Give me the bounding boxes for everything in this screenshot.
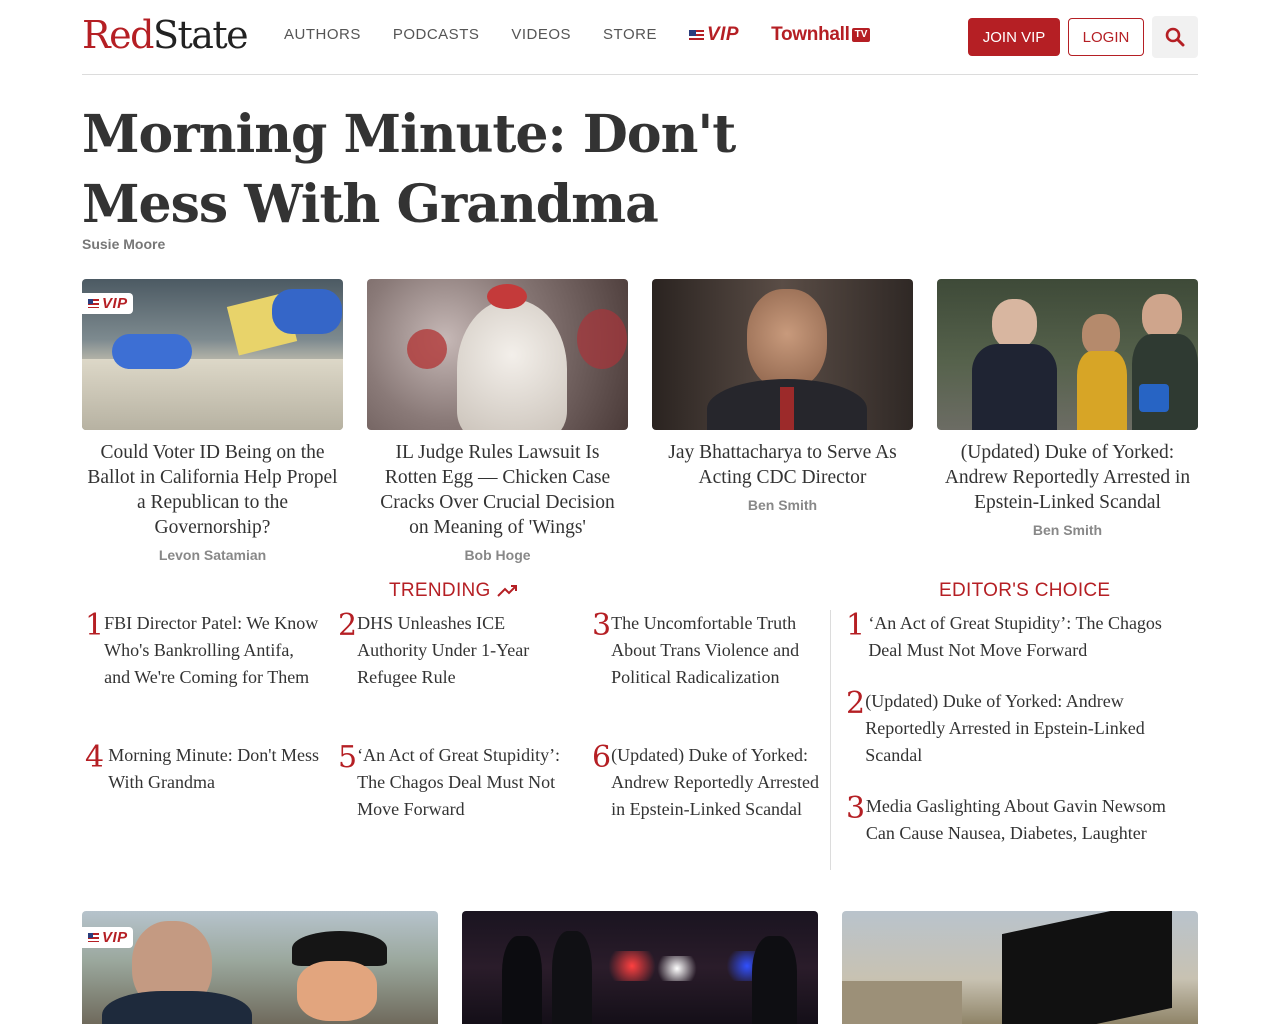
nav-podcasts[interactable]: PODCASTS: [392, 26, 480, 43]
search-icon: [1165, 27, 1185, 47]
story-image-bhattacharya[interactable]: [652, 279, 913, 430]
trending-rank: 4: [85, 740, 105, 775]
story-image-chickens[interactable]: [367, 279, 628, 430]
trending-rank: 2: [338, 608, 358, 643]
story-card[interactable]: [367, 279, 628, 563]
editors-choice-rank: 2: [846, 686, 866, 721]
us-flag-icon: [88, 933, 99, 942]
story-author[interactable]: Bob Hoge: [464, 547, 531, 563]
nav-vip[interactable]: [689, 24, 739, 46]
trending-title[interactable]: ‘An Act of Great Stupidity’: The Chagos Deal Must Not Move Forward: [357, 745, 561, 819]
editors-choice-item[interactable]: [843, 610, 1198, 664]
trending-title[interactable]: FBI Director Patel: We Know Who's Bankrolling Antifa, and We're Coming for Them: [104, 613, 319, 687]
trending-title[interactable]: Morning Minute: Don't Mess With Grandma: [108, 745, 319, 792]
editors-choice-rank: 3: [846, 791, 866, 826]
site-logo[interactable]: [82, 12, 247, 58]
trending-title[interactable]: The Uncomfortable Truth About Trans Violence and Political Radicalization: [611, 613, 800, 687]
editors-choice-heading: [939, 580, 1110, 602]
us-flag-icon: [689, 30, 704, 41]
story-image-duke[interactable]: [937, 279, 1198, 430]
vip-label: VIP: [706, 24, 740, 45]
trending-item[interactable]: [82, 742, 322, 796]
trending-rank: 1: [85, 608, 105, 643]
trending-title[interactable]: (Updated) Duke of Yorked: Andrew Reportedly Arrested in Epstein-Linked Scandal: [611, 745, 820, 819]
trending-rank: 5: [338, 740, 358, 775]
trending-item[interactable]: [335, 610, 575, 691]
nav-videos[interactable]: VIDEOS: [511, 26, 572, 43]
nav-store[interactable]: STORE: [603, 26, 657, 43]
trending-item[interactable]: [82, 610, 322, 691]
story-title[interactable]: (Updated) Duke of Yorked: Andrew Reportedly Arrested in Epstein-Linked Scandal: [944, 442, 1191, 513]
article-title: Morning Minute: Don't Mess With Grandma: [82, 104, 736, 235]
trending-rank: 6: [592, 740, 612, 775]
trending-title[interactable]: DHS Unleashes ICE Authority Under 1-Year Refugee Rule: [357, 613, 530, 687]
editors-choice-item[interactable]: [843, 688, 1198, 769]
vip-badge: VIP: [82, 293, 133, 314]
story-card[interactable]: [937, 279, 1198, 538]
us-flag-icon: [88, 299, 99, 308]
nav-townhall-tv[interactable]: [771, 24, 870, 46]
story-image-ballot[interactable]: [82, 279, 343, 430]
trending-item[interactable]: [589, 610, 821, 691]
site-header: [82, 0, 1198, 75]
editors-choice-title[interactable]: Media Gaslighting About Gavin Newsom Can Cause Nausea, Diabetes, Laughter: [865, 796, 1166, 843]
article-author[interactable]: Susie Moore: [82, 236, 166, 252]
story-image-newsom-trump[interactable]: [82, 911, 438, 1024]
editors-choice-item[interactable]: [843, 793, 1198, 847]
editors-choice-rank: 1: [846, 608, 866, 643]
logo-red-part: Red: [82, 13, 153, 57]
editors-choice-title[interactable]: ‘An Act of Great Stupidity’: The Chagos Deal Must Not Move Forward: [868, 613, 1162, 660]
main-nav: [284, 24, 870, 46]
story-author[interactable]: Ben Smith: [1032, 522, 1103, 538]
section-divider: [830, 610, 831, 870]
townhall-label: Townhall: [771, 24, 850, 45]
story-card[interactable]: [652, 279, 913, 513]
story-card[interactable]: [82, 279, 343, 563]
search-button[interactable]: [1152, 16, 1198, 58]
logo-dark-part: State: [152, 13, 248, 57]
story-title[interactable]: Jay Bhattacharya to Serve As Acting CDC Director: [668, 442, 897, 488]
trending-label: TRENDING: [389, 580, 491, 601]
story-author[interactable]: Levon Satamian: [158, 547, 267, 563]
join-vip-button[interactable]: JOIN VIP: [968, 18, 1060, 56]
login-button[interactable]: LOGIN: [1068, 18, 1144, 56]
trending-rank: 3: [592, 608, 612, 643]
story-image-flag[interactable]: [842, 911, 1198, 1024]
trending-item[interactable]: [335, 742, 575, 823]
story-author[interactable]: Ben Smith: [747, 497, 818, 513]
trending-item[interactable]: [589, 742, 821, 823]
story-title[interactable]: Could Voter ID Being on the Ballot in California Help Propel a Republican to the Governorship?: [87, 442, 338, 538]
trending-heading: [389, 580, 519, 602]
tv-badge: TV: [852, 28, 871, 42]
editors-choice-title[interactable]: (Updated) Duke of Yorked: Andrew Reportedly Arrested in Epstein-Linked Scandal: [865, 691, 1145, 765]
story-title[interactable]: IL Judge Rules Lawsuit Is Rotten Egg — Chicken Case Cracks Over Crucial Decision on Meaning of 'Wings': [380, 442, 615, 538]
story-image-police[interactable]: [462, 911, 818, 1024]
vip-badge: VIP: [82, 927, 133, 948]
trending-up-icon: [497, 584, 519, 598]
nav-authors[interactable]: AUTHORS: [284, 26, 361, 43]
editors-choice-label: EDITOR'S CHOICE: [939, 580, 1111, 601]
